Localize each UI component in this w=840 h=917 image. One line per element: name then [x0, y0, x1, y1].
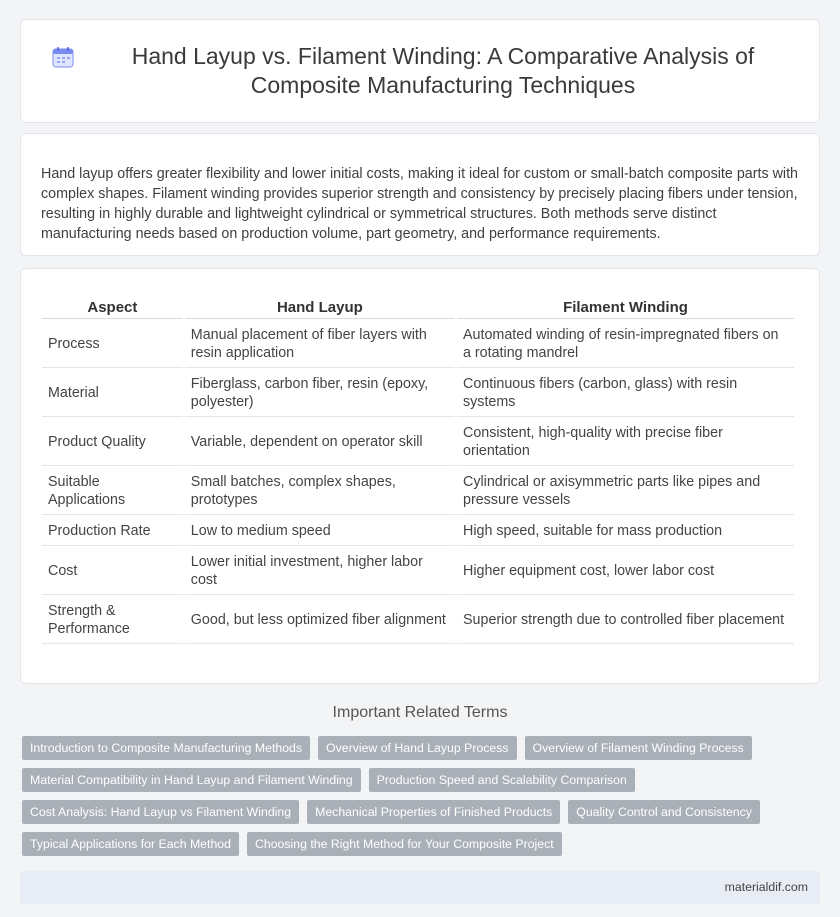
related-term-tag[interactable]: Production Speed and Scalability Comparison	[369, 768, 635, 792]
table-row	[42, 597, 794, 644]
comparison-table-card	[20, 268, 820, 684]
cell-hand-layup: Small batches, complex shapes, prototypes	[185, 468, 455, 515]
summary-card	[20, 133, 820, 256]
comparison-table	[40, 293, 796, 646]
cell-hand-layup: Good, but less optimized fiber alignment	[185, 597, 455, 644]
related-terms-title: Important Related Terms	[332, 704, 508, 721]
table-row	[42, 321, 794, 368]
related-term-tag[interactable]: Overview of Hand Layup Process	[318, 736, 517, 760]
cell-filament-winding: Continuous fibers (carbon, glass) with resin systems	[457, 370, 794, 417]
cell-aspect: Material	[42, 370, 183, 417]
cell-filament-winding: Superior strength due to controlled fiber placement	[457, 597, 794, 644]
table-row	[42, 517, 794, 546]
table-row	[42, 370, 794, 417]
cell-hand-layup: Low to medium speed	[185, 517, 455, 546]
table-header-row	[42, 295, 794, 319]
header-card	[20, 19, 820, 123]
footer	[20, 871, 820, 904]
cell-hand-layup: Fiberglass, carbon fiber, resin (epoxy, polyester)	[185, 370, 455, 417]
footer-site[interactable]: materialdif.com	[724, 880, 808, 894]
related-term-tag[interactable]: Cost Analysis: Hand Layup vs Filament Winding	[22, 800, 299, 824]
related-term-tag[interactable]: Material Compatibility in Hand Layup and Filament Winding	[22, 768, 361, 792]
table-row	[42, 548, 794, 595]
title-wrap	[51, 42, 789, 100]
table-row	[42, 468, 794, 515]
cell-aspect: Product Quality	[42, 419, 183, 466]
cell-aspect: Process	[42, 321, 183, 368]
table-row	[42, 419, 794, 466]
cell-hand-layup: Variable, dependent on operator skill	[185, 419, 455, 466]
cell-hand-layup: Lower initial investment, higher labor cost	[185, 548, 455, 595]
header-hand-layup: Hand Layup	[185, 295, 455, 319]
cell-filament-winding: Consistent, high-quality with precise fiber orientation	[457, 419, 794, 466]
related-term-tag[interactable]: Overview of Filament Winding Process	[525, 736, 752, 760]
related-terms-section	[0, 704, 840, 856]
header-aspect: Aspect	[42, 295, 183, 319]
header-filament-winding: Filament Winding	[457, 295, 794, 319]
cell-aspect: Strength & Performance	[42, 597, 183, 644]
related-term-tag[interactable]: Typical Applications for Each Method	[22, 832, 239, 856]
related-term-tag[interactable]: Choosing the Right Method for Your Composite Project	[247, 832, 562, 856]
page-title: Hand Layup vs. Filament Winding: A Comparative Analysis of Composite Manufacturing Techniques	[131, 43, 755, 98]
cell-aspect: Suitable Applications	[42, 468, 183, 515]
summary-text: Hand layup offers greater flexibility and lower initial costs, making it ideal for custom or small-batch composite parts with complex shapes. Filament winding provides superior strength and consistency by precisely placing fibers under tension, resulting in highly durable and lightweight cylindrical or symmetrical structures. Both methods serve distinct manufacturing needs based on production volume, part geometry, and performance requirements.	[41, 166, 799, 242]
related-term-tag[interactable]: Quality Control and Consistency	[568, 800, 760, 824]
cell-filament-winding: Cylindrical or axisymmetric parts like pipes and pressure vessels	[457, 468, 794, 515]
cell-aspect: Production Rate	[42, 517, 183, 546]
related-term-tag[interactable]: Mechanical Properties of Finished Products	[307, 800, 560, 824]
related-term-tag[interactable]: Introduction to Composite Manufacturing Methods	[22, 736, 310, 760]
cell-aspect: Cost	[42, 548, 183, 595]
cell-filament-winding: High speed, suitable for mass production	[457, 517, 794, 546]
cell-filament-winding: Automated winding of resin-impregnated fibers on a rotating mandrel	[457, 321, 794, 368]
calendar-icon	[51, 45, 75, 69]
related-terms-tags	[0, 736, 840, 856]
cell-filament-winding: Higher equipment cost, lower labor cost	[457, 548, 794, 595]
cell-hand-layup: Manual placement of fiber layers with resin application	[185, 321, 455, 368]
